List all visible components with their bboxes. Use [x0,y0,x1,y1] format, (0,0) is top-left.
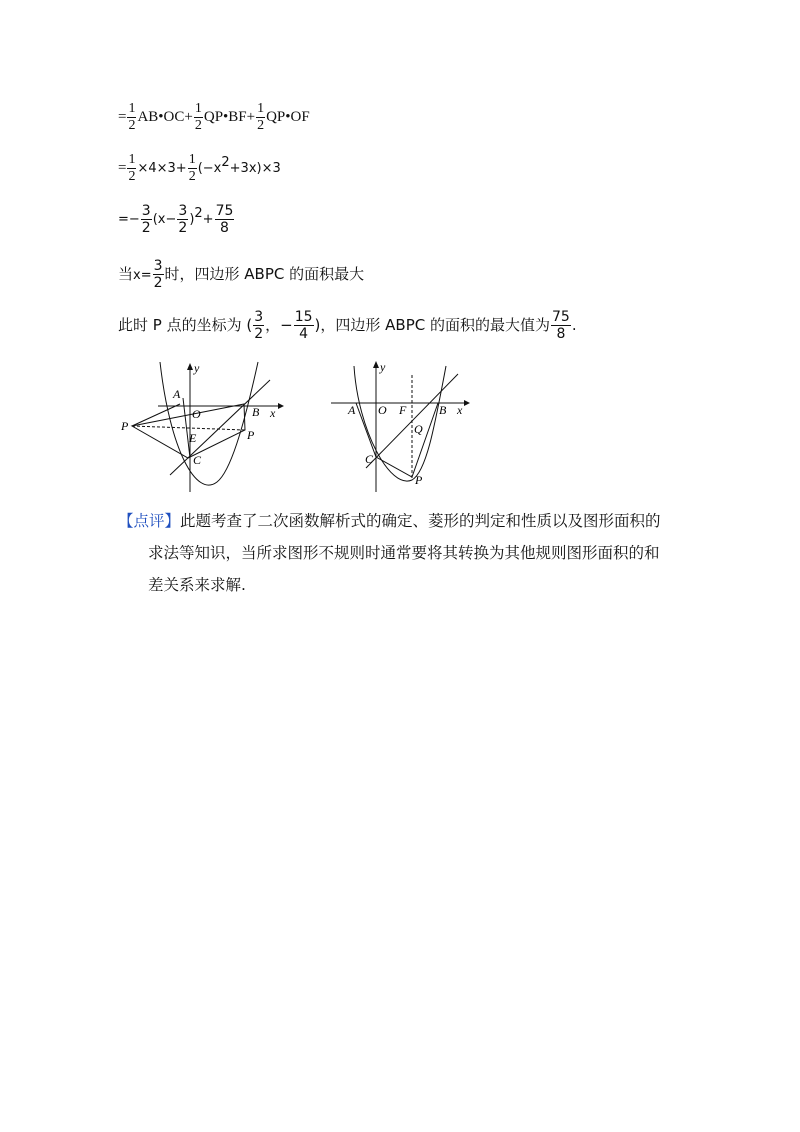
fraction-numerator: 3 [153,258,163,274]
exponent: 2 [194,205,203,221]
formula-text: QP•OF [266,108,310,125]
sentence-text: ，− [265,316,293,334]
fraction [215,204,235,235]
label-a: A [173,387,181,401]
fraction-denominator: 2 [194,118,202,133]
x-axis-arrow [464,400,470,406]
variable-text: x= [133,268,152,283]
fraction [177,204,188,235]
figure-2-parabola-area [328,360,478,495]
y-axis-arrow [187,363,193,370]
fraction [256,102,265,133]
formula-text: + [202,211,214,227]
review-paragraph [118,505,683,601]
line-bc [170,380,270,475]
fraction [153,259,164,290]
fraction-denominator: 4 [299,326,309,342]
fraction [194,102,203,133]
formula-text: (−x [197,160,222,176]
fraction [127,153,136,184]
sentence-text: 时，四边形 ABPC 的面积最大 [164,265,365,283]
sentence-text: )，四边形 ABPC 的面积的最大值为 [314,316,550,334]
fraction-numerator: 1 [194,101,202,116]
formula-line-4 [118,259,364,290]
fraction-denominator: 2 [128,118,136,133]
label-q: Q [414,422,423,436]
fraction-denominator: 8 [220,220,229,236]
fraction-numerator: 15 [294,309,313,325]
formula-text: AB•OC+ [137,108,193,125]
fraction-denominator: 2 [141,220,151,236]
fraction-denominator: 2 [257,118,265,133]
fraction [294,310,314,341]
label-p: P [415,473,423,487]
equals-sign: = [118,159,127,176]
parabola [160,362,258,485]
label-y: y [194,361,200,375]
formula-text: ×4×3+ [137,160,187,176]
label-e: E [189,431,197,445]
label-p-left: P [121,419,129,433]
x-axis-arrow [278,403,284,409]
figure-1-parabola-rhombus [118,360,288,495]
fraction-numerator: 1 [188,152,196,167]
label-b: B [252,405,260,419]
equals-sign: = [118,108,127,125]
fraction [253,310,264,341]
fraction-numerator: 3 [141,203,151,219]
formula-line-1 [118,102,310,133]
exponent: 2 [221,154,230,170]
sentence-text: 当 [118,265,134,283]
y-axis-arrow [373,361,379,368]
formula-line-5 [118,310,577,341]
formula-line-3 [118,204,235,235]
label-b: B [439,403,447,417]
equals-sign: =− [118,211,140,227]
fraction-denominator: 2 [178,220,188,236]
formula-text: ) [189,211,195,227]
label-y: y [380,360,386,374]
fraction-numerator: 3 [254,309,264,325]
fraction-numerator: 1 [128,101,136,116]
label-o: O [192,407,201,421]
formula-text: (x− [152,211,177,227]
review-line-2: 求法等知识，当所求图形不规则时通常要将其转换为其他规则图形面积的和 [148,544,660,562]
label-p-right: P [247,428,255,442]
fraction-denominator: 2 [128,169,136,184]
fraction-numerator: 1 [128,152,136,167]
formula-line-2 [118,153,281,184]
formula-text: QP•BF+ [203,108,256,125]
review-tag: 【点评】 [118,512,181,530]
fraction [141,204,152,235]
label-o: O [378,403,387,417]
review-line-1: 此题考查了二次函数解析式的确定、菱形的判定和性质以及图形面积的 [180,512,661,530]
label-c: C [193,453,202,467]
formula-text: +3x)×3 [229,160,281,176]
fraction-denominator: 8 [556,326,566,342]
segment-pa [132,404,180,426]
fraction-denominator: 2 [254,326,264,342]
fraction [188,153,197,184]
sentence-text: 此时 P 点的坐标为 ( [118,316,253,334]
fraction-denominator: 2 [188,169,196,184]
fraction-numerator: 1 [257,101,265,116]
fraction-numerator: 75 [552,309,570,325]
dashed-pp [132,426,245,430]
fraction [127,102,136,133]
review-line-3: 差关系来求解. [148,576,246,594]
fraction-denominator: 2 [153,275,163,291]
label-x: x [270,406,276,420]
sentence-text: . [571,316,577,334]
fraction [551,310,571,341]
fraction-numerator: 3 [178,203,188,219]
fraction-numerator: 75 [215,203,234,219]
label-f: F [399,403,407,417]
label-a: A [348,403,356,417]
label-c: C [365,452,374,466]
label-x: x [457,403,463,417]
